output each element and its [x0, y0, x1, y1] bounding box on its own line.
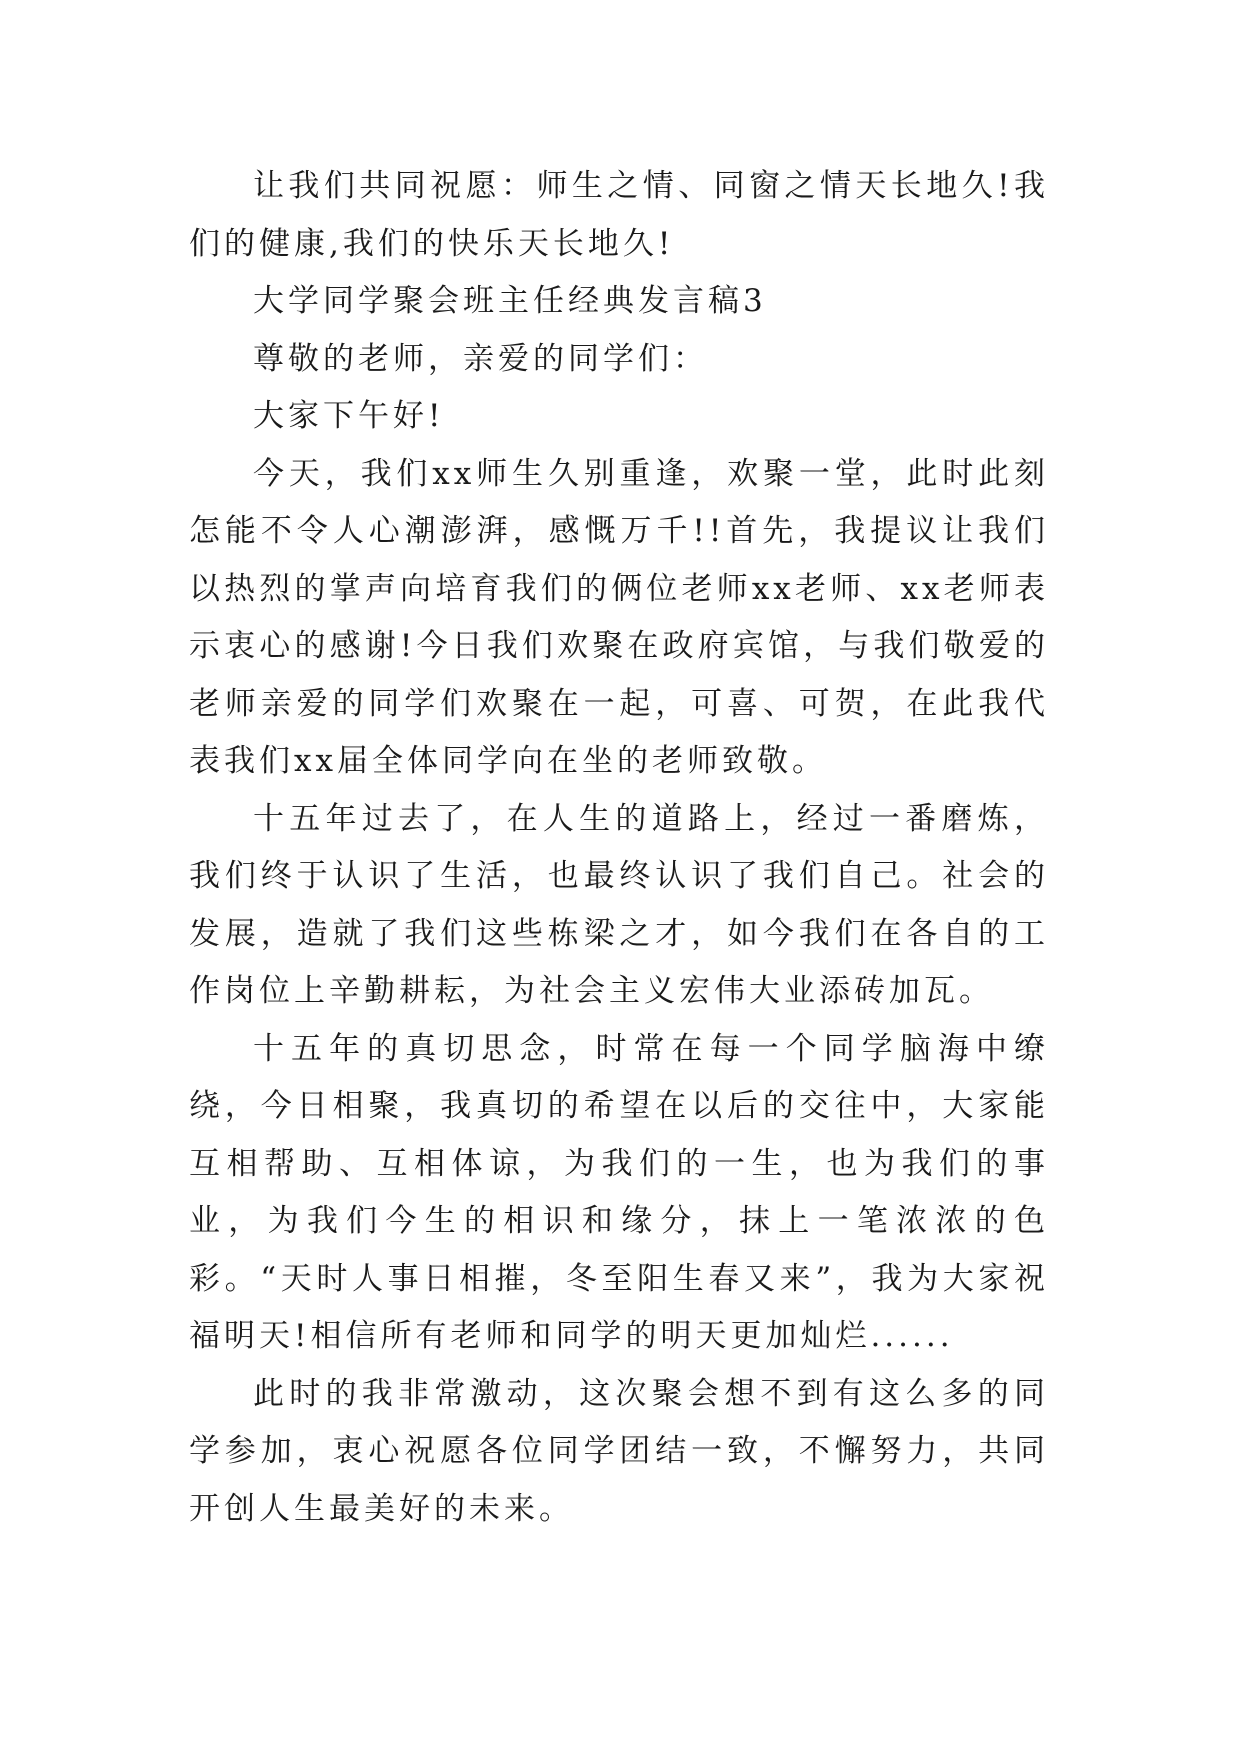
section-heading: 大学同学聚会班主任经典发言稿3 [253, 283, 767, 319]
document-body [189, 158, 1049, 1538]
paragraph-closing-wish: 让我们共同祝愿：师生之情、同窗之情天长地久!我们的健康,我们的快乐天长地久! [189, 168, 1049, 262]
paragraph-opening: 今天，我们xx师生久别重逢，欢聚一堂，此时此刻怎能不令人心潮澎湃，感慨万千!!首先，我提议让我们以热烈的掌声向培育我们的俩位老师xx老师、xx老师表示衷心的感谢!今日我们欢聚在政府宾馆，与我们敬爱的老师亲爱的同学们欢聚在一起，可喜、可贺，在此我代表我们xx届全体同学向在坐的老师致敬。 [189, 455, 1049, 779]
paragraph-reunion-hopes: 十五年的真切思念，时常在每一个同学脑海中缭绕，今日相聚，我真切的希望在以后的交往中，大家能互相帮助、互相体谅，为我们的一生，也为我们的事业，为我们今生的相识和缘分，抹上一笔浓浓的色彩。“天时人事日相摧，冬至阳生春又来”，我为大家祝福明天!相信所有老师和同学的明天更加灿烂...... [189, 1030, 1049, 1354]
paragraph-final-wish: 此时的我非常激动，这次聚会想不到有这么多的同学参加，衷心祝愿各位同学团结一致，不懈努力，共同开创人生最美好的未来。 [189, 1375, 1049, 1527]
salutation: 尊敬的老师，亲爱的同学们： [253, 340, 708, 377]
paragraph-fifteen-years: 十五年过去了，在人生的道路上，经过一番磨炼，我们终于认识了生活，也最终认识了我们自己。社会的发展，造就了我们这些栋梁之才，如今我们在各自的工作岗位上辛勤耕耘，为社会主义宏伟大业添砖加瓦。 [189, 800, 1049, 1009]
greeting: 大家下午好! [253, 398, 445, 434]
